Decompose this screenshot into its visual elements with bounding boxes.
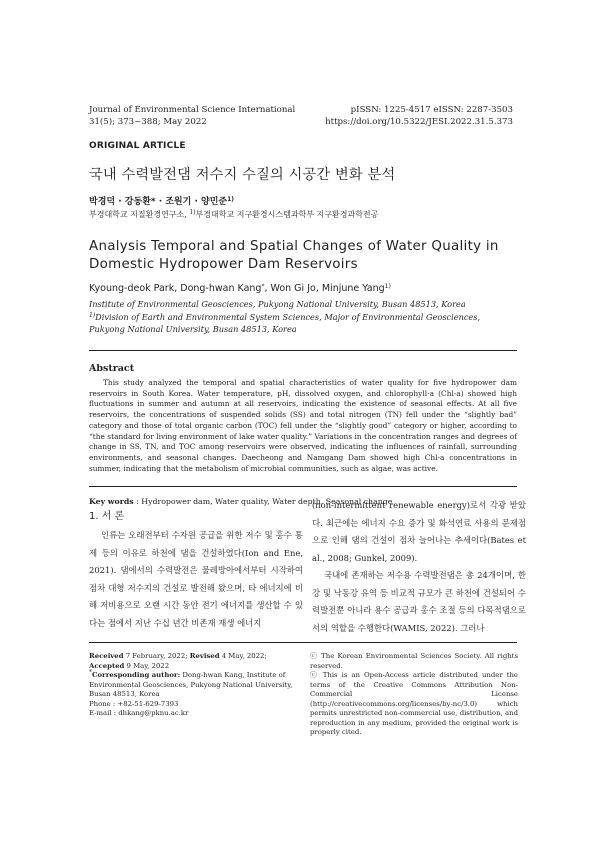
corresponding-mark: * [261,283,265,290]
abstract-heading: Abstract [89,363,135,374]
divider-top [89,350,517,351]
divider-footnote [89,642,517,643]
corresponding-author [89,671,299,700]
korean-title: 국내 수력발전댐 저수지 수질의 시공간 변화 분석 [89,167,396,183]
keywords-label: Key words [89,497,134,506]
doi-link[interactable]: https://doi.org/10.5322/JESI.2022.31.5.373 [325,117,513,127]
accepted-label: Accepted [89,661,125,670]
english-authors-b: , Won Gi Jo, Minjune Yang [264,283,385,294]
section-heading-introduction: 1. 서 론 [89,511,125,522]
journal-identifiers [325,104,513,128]
article-type: ORIGINAL ARTICLE [89,141,186,151]
journal-info [89,104,295,128]
korean-author-names: 박경덕 · 강동환* · 조원기 · 양민준 [89,197,228,207]
korean-affiliation [89,209,378,220]
english-authors [89,283,391,294]
received-label: Received [89,652,124,660]
divider-abstract [89,486,517,487]
corresponding-label: Corresponding author: [92,671,181,679]
english-affiliation-2 [89,311,517,336]
phone: Phone : +82-51-629-7393 [89,699,179,708]
email[interactable]: E-mail : dhkang@pknu.ac.kr [89,709,189,717]
received-date: 7 February, 2022; [123,652,190,660]
corresponding-details: Dong-hwan Kang, Institute of Environmental Geosciences, Pukyong National University, Busan 48513, Korea [89,671,293,698]
body-paragraph: 국내에 존재하는 저수용 수력발전댐은 총 24개이며, 한강 및 낙동강 유역 등 비교적 규모가 큰 하천에 건설되어 수력발전뿐 아니라 용수 공급과 홍수 조절 등의 다목적댐으로서의 역할을 수행한다(WAMIS, 2022). 그러나 [312,570,526,633]
license-text: ⓒ This is an Open-Access article distributed under the terms of the Creative Commons Attribution Non-Commercial License (http://creativecommons.org/licenses/by-nc/3.0) which permits unrestricted non-commercial use, distribution, and reproduction in any medium, provided the original work is properly cited. [310,671,518,736]
issn: pISSN: 1225-4517 eISSN: 2287-3503 [350,105,513,115]
copyright-line: ⓒ The Korean Environmental Sciences Society. All rights reserved. [310,652,518,670]
corresponding-author-mark: * [89,669,92,676]
english-affiliation-2-mark: 1) [89,311,96,319]
dates-line-2 [89,662,299,672]
english-title: Analysis Temporal and Spatial Changes of Water Quality in Domestic Hydropower Dam Reservoirs [89,239,499,272]
korean-affiliation-b: 부경대학교 지구환경시스템과학부 지구환경과학전공 [195,210,379,219]
keywords-text: : Hydropower dam, Water quality, Water depth, Seasonal change [133,497,393,506]
body-column-left [89,527,303,632]
korean-authors [89,194,234,207]
korean-affiliation-a: 부경대학교 지질환경연구소, [89,210,190,219]
journal-name: Journal of Environmental Science International [89,105,296,115]
english-affiliation-1: Institute of Environmental Geosciences, Pukyong National University, Busan 48513, Korea [89,299,466,309]
body-paragraph: (non-intermittent renewable energy)로서 각광 받았다. 최근에는 에너지 수요 증가 및 화석연료 사용의 문제점으로 인해 댐의 건설이 점차 늘어나는 추세이다(Bates et al., 2008; Gunkel, 2009). [312,500,526,563]
copyright-notice [310,652,518,738]
article-history [89,652,299,719]
revised-label: Revised [189,652,220,660]
english-affiliation-2-text: Division of Earth and Environmental System Sciences, Major of Environmental Geosciences, Pukyong National University, Busan 48513, Korea [89,311,481,334]
korean-affiliation-mark: 1) [189,209,196,216]
dates-line-1 [89,652,299,662]
body-paragraph: 인류는 오래전부터 수자원 공급을 위한 저수 및 홍수 통제 등의 이유로 하천에 댐을 건설하였다(Ion and Ene, 2021). 댐에서의 수력발전은 물레방아에서부터 시작하여 점차 대형 저수지의 건설로 발전해 왔으며, 타 에너지에 비해 저비용으로 오랜 시간 동안 전기 에너지를 생산할 수 있다는 점에서 지난 수십 년간 비존재 재생 에너지 [89,530,303,628]
journal-volume: 31(5); 373~388; May 2022 [89,117,207,127]
english-author-affil-mark: 1) [384,283,391,290]
accepted-date: 9 May, 2022 [124,661,170,670]
abstract-text: This study analyzed the temporal and spatial characteristics of water quality for five hydropower dam reservoirs in South Korea. Water temperature, pH, dissolved oxygen, and chlorophyll-a (Chl-a) showed high fluctuations in summer and autumn at all reservoirs, indicating the existence of seasonal effects. At all five reservoirs, the concentrations of suspended solids (SS) and total nitrogen (TN) fell under the “slightly bad” category and those of total organic carbon (TOC) fell under the “slightly good” category or higher, according to “the standard for living environment of lake water quality.” Variations in the concentration ranges and degrees of change in SS, TN, and TOC among reservoirs were observed, indicating the influences of rainfall, surrounding environments, and seasonal changes. Daecheong and Namgang Dam showed high Chl-a concentrations in summer, indicating that the metabolism of microbial communities, such as algae, was active. [89,378,517,473]
body-column-right [312,497,526,637]
revised-date: 4 May, 2022; [219,652,267,660]
korean-author-affil-mark: 1) [227,196,235,203]
english-affiliations [89,298,517,336]
english-authors-a: Kyoung-deok Park, Dong-hwan Kang [89,283,262,294]
